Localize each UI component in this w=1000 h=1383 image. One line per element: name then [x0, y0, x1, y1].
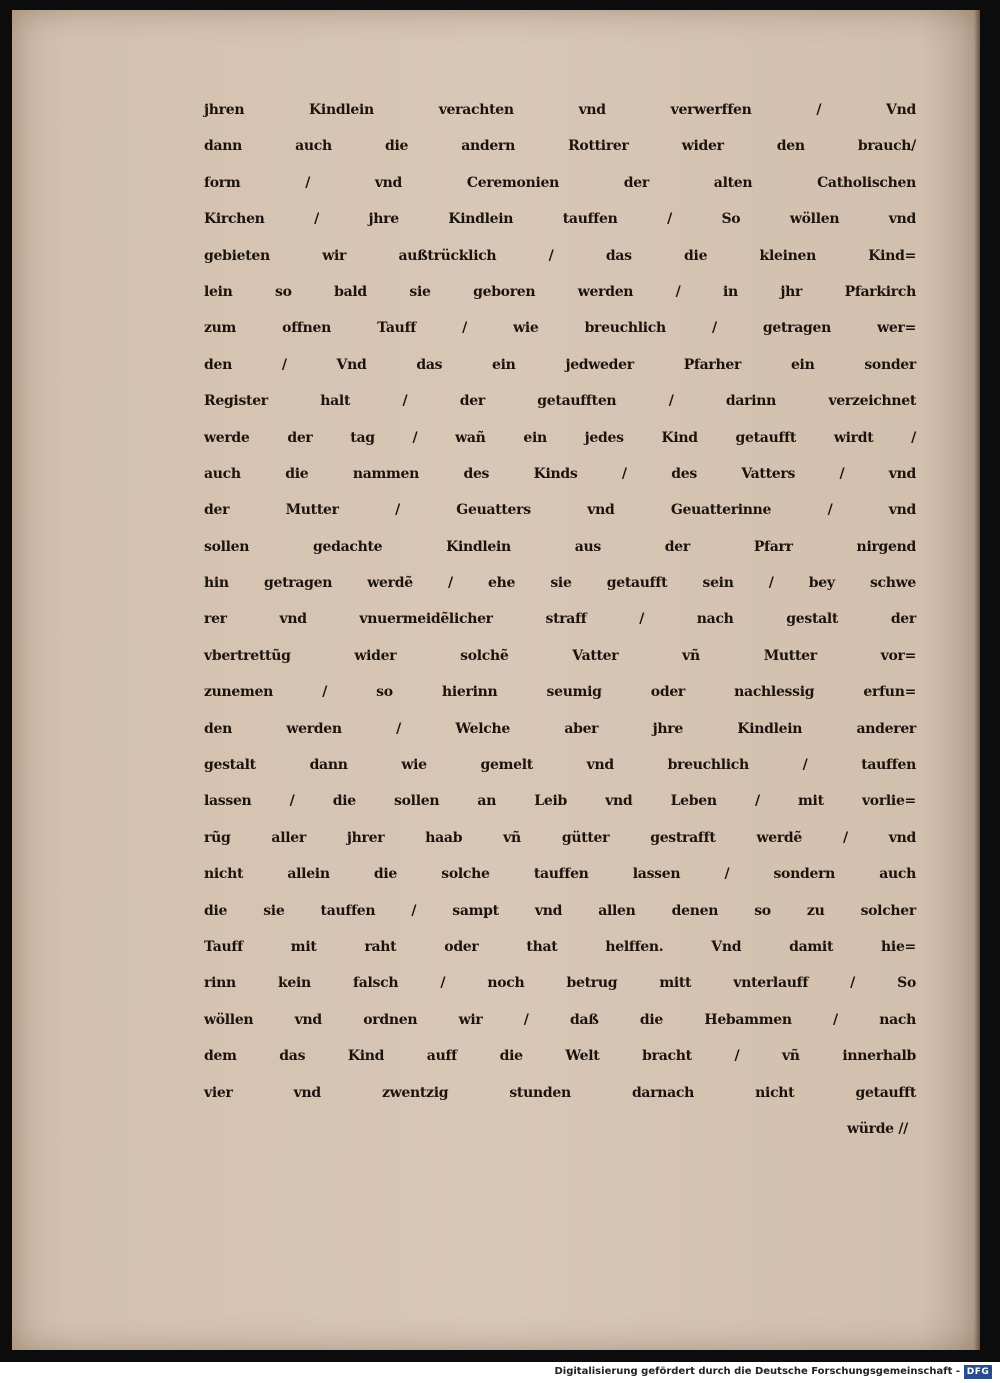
text-line: zum offnen Tauff / wie breuchlich / getragen wer= — [204, 320, 916, 337]
text-line: dann auch die andern Rottirer wider den brauch/ — [204, 138, 916, 155]
text-line: den werden / Welche aber jhre Kindlein anderer — [204, 720, 916, 737]
text-line: Tauff mit raht oder that helffen. Vnd damit hie= — [204, 938, 916, 955]
text-line: Kirchen / jhre Kindlein tauffen / So wöllen vnd — [204, 211, 916, 228]
text-line: lein so bald sie geboren werden / in jhr Pfarkirch — [204, 283, 916, 300]
text-line: wöllen vnd ordnen wir / daß die Hebammen / nach — [204, 1011, 916, 1028]
text-line: die sie tauffen / sampt vnd allen denen so zu solcher — [204, 902, 916, 919]
text-line: der Mutter / Geuatters vnd Geuatterinne / vnd — [204, 502, 916, 519]
text-line: vier vnd zwentzig stunden darnach nicht getaufft — [204, 1084, 916, 1101]
dfg-logo-icon: DFG — [964, 1365, 992, 1379]
text-block — [204, 92, 916, 1147]
text-line: rinn kein falsch / noch betrug mitt vnterlauff / So — [204, 975, 916, 992]
text-line: lassen / die sollen an Leib vnd Leben / mit vorlie= — [204, 793, 916, 810]
page-sheet — [12, 10, 980, 1350]
text-line: den / Vnd das ein jedweder Pfarher ein sonder — [204, 356, 916, 373]
text-line: gebieten wir außtrücklich / das die kleinen Kind= — [204, 247, 916, 264]
text-line: zunemen / so hierinn seumig oder nachlessig erfun= — [204, 684, 916, 701]
text-line: rũg aller jhrer haab vñ gütter gestrafft werdẽ / vnd — [204, 829, 916, 846]
text-line: rer vnd vnuermeidẽlicher straff / nach gestalt der — [204, 611, 916, 628]
text-line: gestalt dann wie gemelt vnd breuchlich / tauffen — [204, 757, 916, 774]
text-line: sollen gedachte Kindlein aus der Pfarr nirgend — [204, 538, 916, 555]
text-line: hin getragen werdẽ / ehe sie getaufft sein / bey schwe — [204, 575, 916, 592]
text-line: Register halt / der getaufften / darinn verzeichnet — [204, 393, 916, 410]
text-line: vbertrettũg wider solchẽ Vatter vñ Mutter vor= — [204, 647, 916, 664]
text-line: jhren Kindlein verachten vnd verwerffen / Vnd — [204, 102, 916, 118]
text-line: auch die nammen des Kinds / des Vatters / vnd — [204, 465, 916, 482]
funding-notice: Digitalisierung gefördert durch die Deutsche Forschungsgemeinschaft - — [554, 1366, 960, 1377]
text-line: nicht allein die solche tauffen lassen / sondern auch — [204, 866, 916, 883]
footer-bar — [0, 1362, 1000, 1383]
catchword-line: würde // — [846, 1120, 908, 1137]
text-line: dem das Kind auff die Welt bracht / vñ innerhalb — [204, 1048, 916, 1065]
text-line: werde der tag / wañ ein jedes Kind getaufft wirdt / — [204, 429, 916, 446]
text-line: form / vnd Ceremonien der alten Catholischen — [204, 174, 916, 191]
